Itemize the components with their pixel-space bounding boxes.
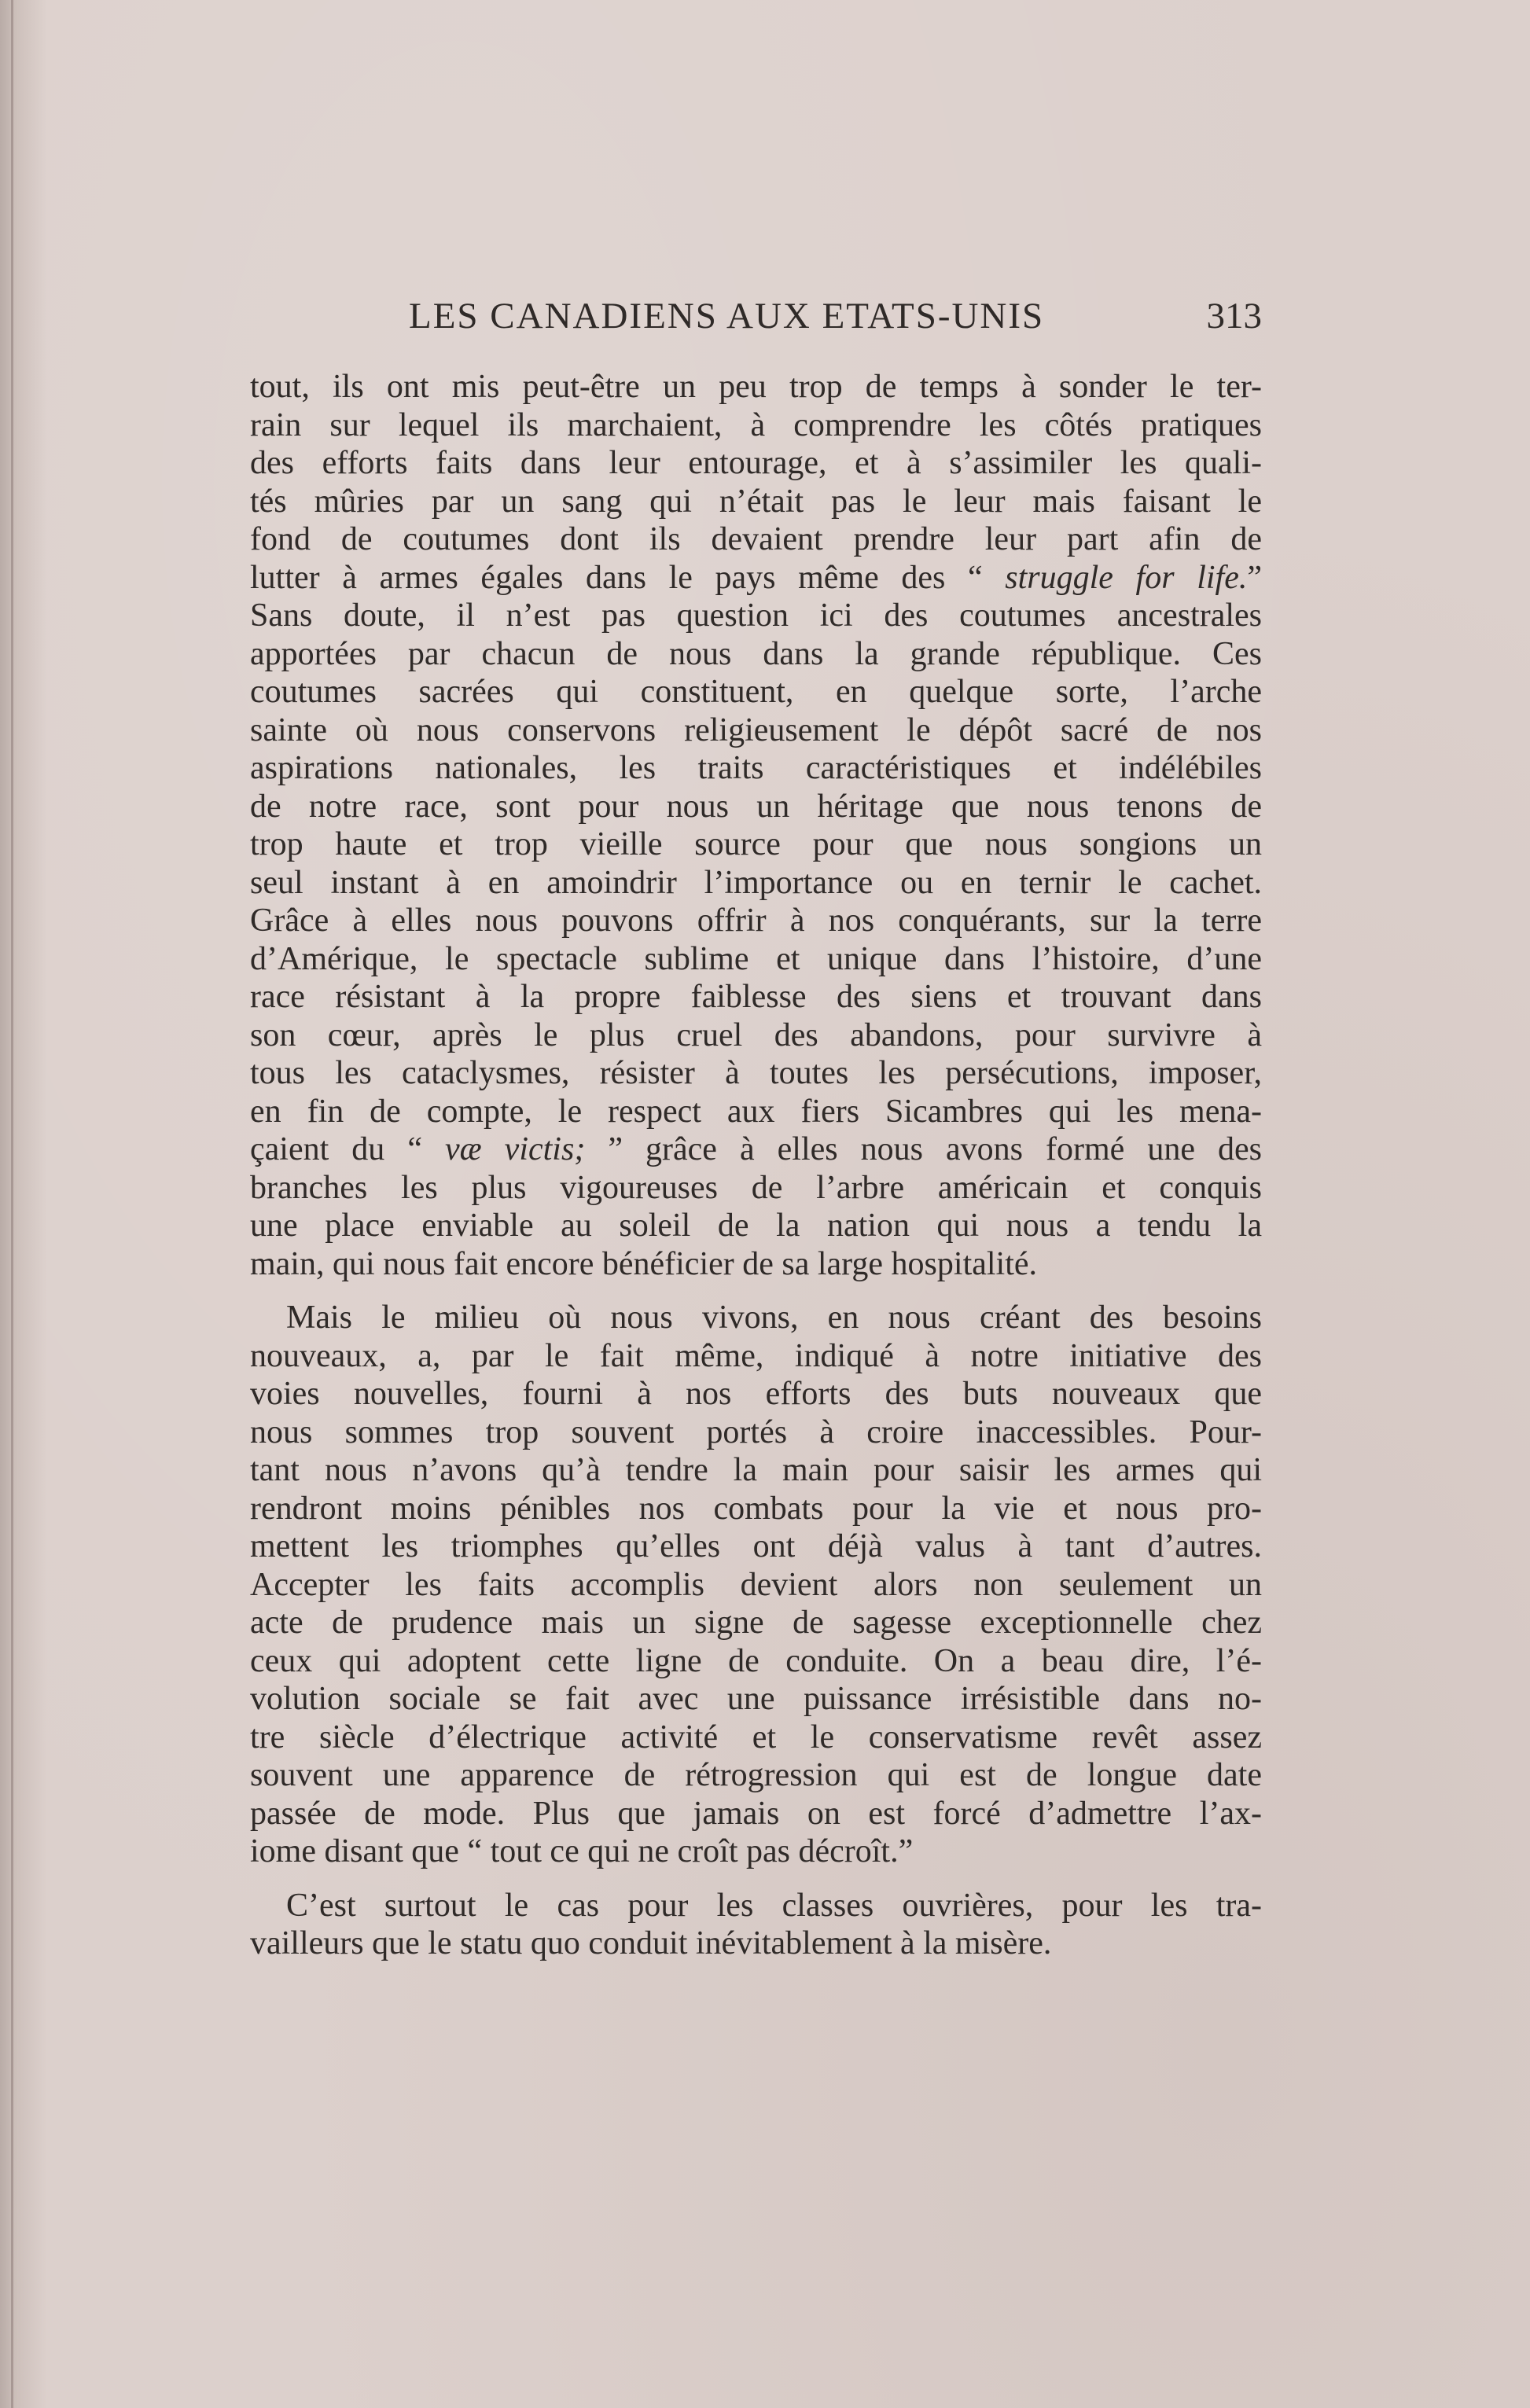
text-fragment: çaient du “ (250, 1131, 445, 1167)
text-line: Mais le milieu où nous vivons, en nous créant des besoins (286, 1300, 1262, 1336)
running-title: LES CANADIENS AUX ETATS-UNIS (409, 296, 1045, 336)
text-line: fond de coutumes dont ils devaient prendre leur part afin de (250, 521, 1262, 557)
text-line: rain sur lequel ils marchaient, à comprendre les côtés pratiques (250, 406, 1262, 443)
text-line: trop haute et trop vieille source pour que nous songions un (250, 826, 1262, 862)
text-line: tous les cataclysmes, résister à toutes les persécutions, imposer, (250, 1055, 1262, 1091)
text-line: souvent une apparence de rétrogression qui est de longue date (250, 1757, 1262, 1793)
text-line: branches les plus vigoureuses de l’arbre américain et conquis (250, 1169, 1262, 1206)
text-line: de notre race, sont pour nous un héritage que nous tenons de (250, 788, 1262, 825)
text-line: une place enviable au soleil de la nation qui nous a tendu la (250, 1208, 1262, 1244)
italic-phrase: struggle for life. (1005, 559, 1248, 596)
text-line: tre siècle d’électrique activité et le conservatisme revêt assez (250, 1719, 1262, 1755)
text-line: acte de prudence mais un signe de sagesse exceptionnelle chez (250, 1605, 1262, 1641)
text-line: des efforts faits dans leur entourage, et à s’assimiler les quali- (250, 445, 1262, 481)
text-line: vailleurs que le statu quo conduit inévitablement à la misère. (250, 1925, 1052, 1961)
paragraph (250, 1299, 1262, 1871)
text-line (250, 1130, 1262, 1169)
text-line: sainte où nous conservons religieusement le dépôt sacré de nos (250, 711, 1262, 748)
text-line: race résistant à la propre faiblesse des siens et trouvant dans (250, 979, 1262, 1015)
text-line: son cœur, après le plus cruel des abandons, pour survivre à (250, 1017, 1262, 1053)
text-line: main, qui nous fait encore bénéficier de sa large hospitalité. (250, 1245, 1038, 1282)
text-line: ceux qui adoptent cette ligne de conduite. On a beau dire, l’é- (250, 1642, 1262, 1679)
text-line: rendront moins pénibles nos combats pour la vie et nous pro- (250, 1490, 1262, 1527)
text-line: Accepter les faits accomplis devient alors non seulement un (250, 1566, 1262, 1603)
text-line: tant nous n’avons qu’à tendre la main pour saisir les armes qui (250, 1452, 1262, 1488)
text-fragment: ” (1247, 559, 1262, 596)
paragraph-gap (250, 1871, 1262, 1887)
binding-gutter (0, 0, 47, 2408)
text-line: iome disant que “ tout ce qui ne croît pas décroît.” (250, 1833, 914, 1869)
text-fragment: lutter à armes égales dans le pays même des “ (250, 559, 1006, 596)
text-line: tout, ils ont mis peut-être un peu trop de temps à sonder le ter- (250, 369, 1262, 405)
text-line: seul instant à en amoindrir l’importance ou en ternir le cachet. (250, 864, 1262, 901)
paragraph (250, 368, 1262, 1283)
text-line: nous sommes trop souvent portés à croire inaccessibles. Pour- (250, 1414, 1262, 1450)
text-line: C’est surtout le cas pour les classes ouvrières, pour les tra- (286, 1887, 1262, 1924)
text-fragment: ” grâce à elles nous avons formé une des (585, 1131, 1262, 1167)
text-line: d’Amérique, le spectacle sublime et unique dans l’histoire, d’une (250, 940, 1262, 977)
text-line: Sans doute, il n’est pas question ici des coutumes ancestrales (250, 597, 1262, 634)
body-text (250, 368, 1262, 1963)
text-line: en fin de compte, le respect aux fiers Sicambres qui les mena- (250, 1093, 1262, 1130)
text-line: voies nouvelles, fourni à nos efforts des buts nouveaux que (250, 1376, 1262, 1412)
text-line: passée de mode. Plus que jamais on est forcé d’admettre l’ax- (250, 1795, 1262, 1832)
page-number: 313 (1206, 296, 1262, 336)
text-line: apportées par chacun de nous dans la grande république. Ces (250, 635, 1262, 672)
text-line: coutumes sacrées qui constituent, en quelque sorte, l’arche (250, 674, 1262, 710)
text-line: nouveaux, a, par le fait même, indiqué à notre initiative des (250, 1337, 1262, 1374)
italic-phrase: væ victis; (445, 1131, 586, 1167)
text-line: mettent les triomphes qu’elles ont déjà valus à tant d’autres. (250, 1528, 1262, 1564)
page-header (252, 292, 1262, 340)
text-line (250, 559, 1262, 597)
paragraph-gap (250, 1283, 1262, 1299)
text-line: aspirations nationales, les traits caractéristiques et indélébiles (250, 750, 1262, 786)
text-line: tés mûries par un sang qui n’était pas le leur mais faisant le (250, 483, 1262, 520)
paragraph (250, 1887, 1262, 1963)
text-line: Grâce à elles nous pouvons offrir à nos conquérants, sur la terre (250, 903, 1262, 939)
binding-edge-line (11, 0, 13, 2408)
text-line: volution sociale se fait avec une puissance irrésistible dans no- (250, 1681, 1262, 1717)
